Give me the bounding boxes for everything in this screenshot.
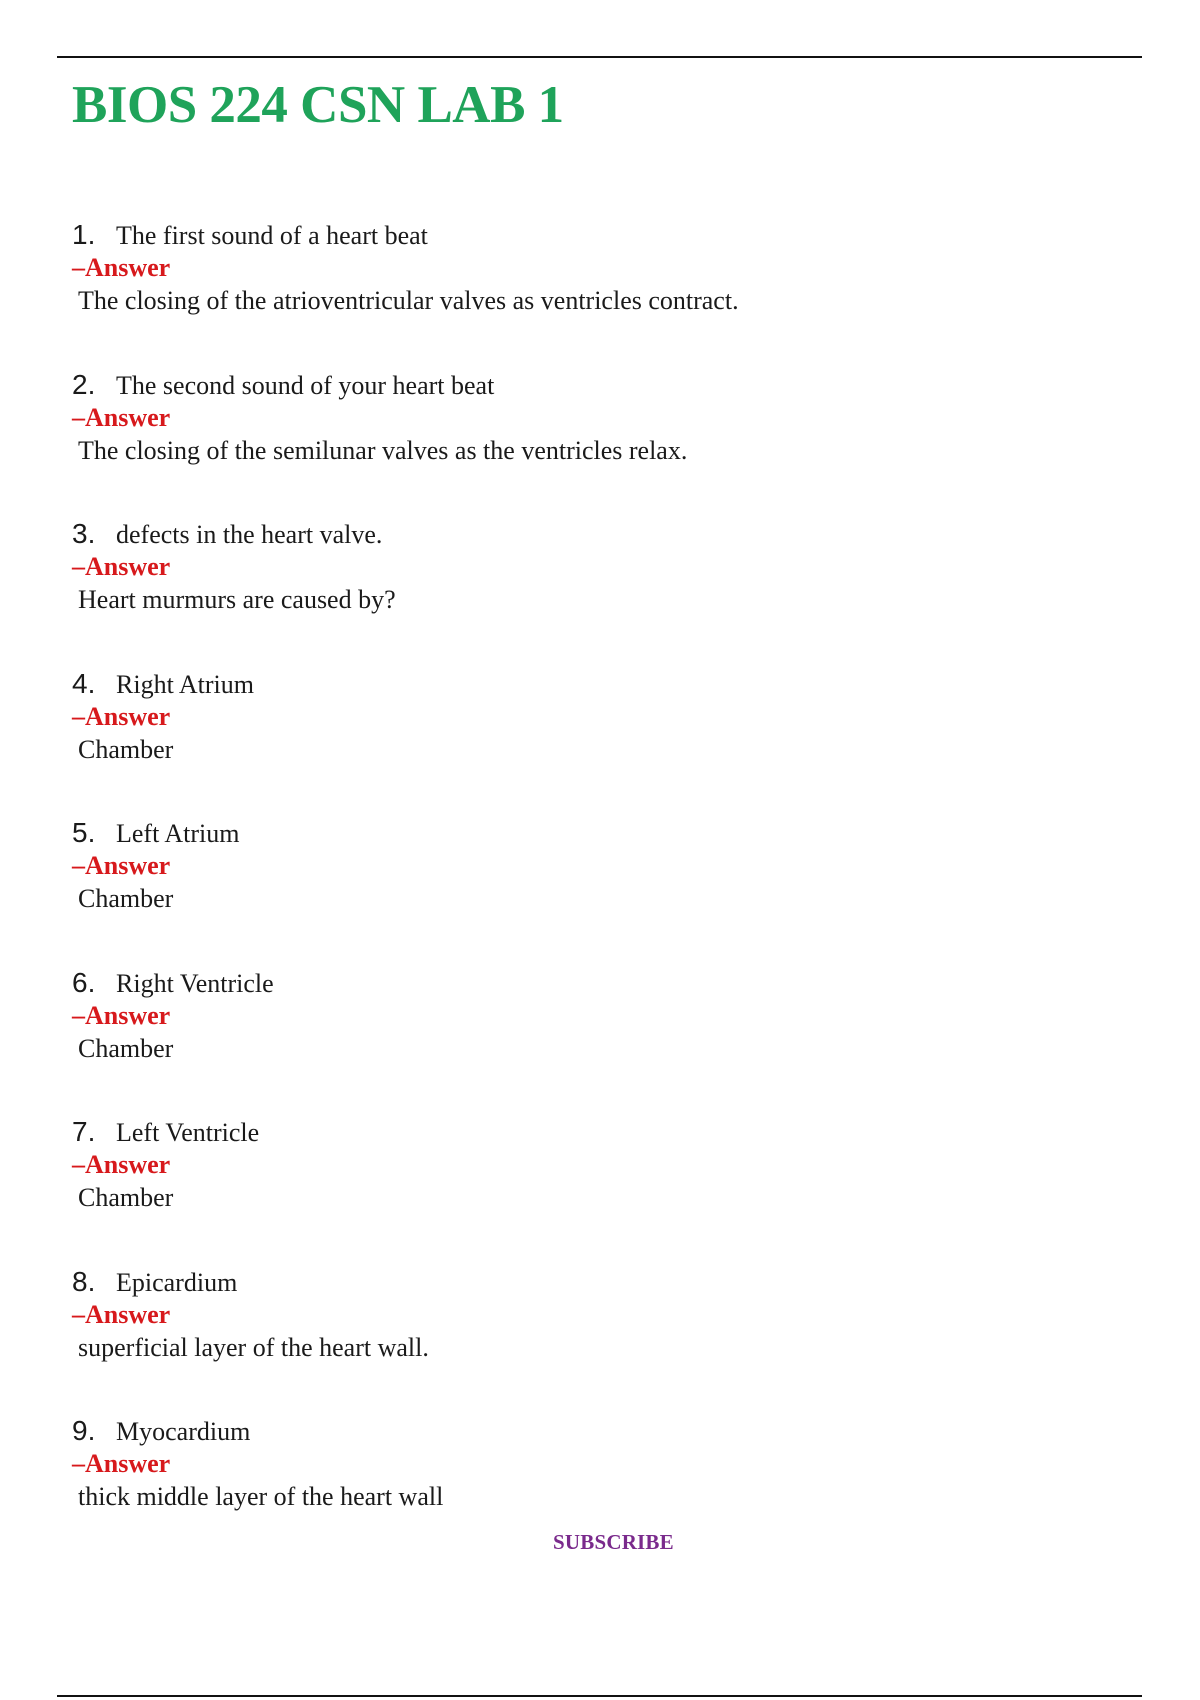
document-title: BIOS 224 CSN LAB 1 <box>72 76 564 134</box>
question-number: 7. <box>72 1116 96 1147</box>
question-item <box>72 218 1132 368</box>
question-line <box>72 816 1132 850</box>
question-number: 9. <box>72 1415 96 1446</box>
answer-text: thick middle layer of the heart wall <box>78 1482 444 1511</box>
question-line <box>72 966 1132 1000</box>
answer-label: –Answer <box>72 851 171 880</box>
answer-label: –Answer <box>72 1000 171 1030</box>
subscribe-link[interactable]: SUBSCRIBE <box>553 1530 674 1554</box>
question-line <box>72 1115 1132 1149</box>
answer-text: superficial layer of the heart wall. <box>78 1332 429 1362</box>
question-text: Right Ventricle <box>116 968 274 998</box>
answer-label: –Answer <box>72 1299 171 1329</box>
question-item <box>72 517 1132 667</box>
answer-text: The closing of the atrioventricular valves as ventricles contract. <box>78 286 739 315</box>
answer-text: Heart murmurs are caused by? <box>78 585 396 614</box>
question-text: The second sound of your heart beat <box>116 370 495 400</box>
question-line <box>72 667 1132 701</box>
question-list <box>72 218 1132 1564</box>
answer-text: Chamber <box>78 734 174 764</box>
question-number: 6. <box>72 966 96 998</box>
question-number: 2. <box>72 368 96 400</box>
answer-text: Chamber <box>78 1033 174 1063</box>
question-text: Left Ventricle <box>116 1118 260 1147</box>
question-number: 1. <box>72 219 96 250</box>
question-text: Left Atrium <box>116 819 240 848</box>
question-item <box>72 816 1132 966</box>
question-item <box>72 368 1132 518</box>
question-item <box>72 1115 1132 1265</box>
answer-text: Chamber <box>78 1183 174 1212</box>
question-item <box>72 966 1132 1116</box>
question-number: 3. <box>72 518 96 549</box>
question-text: The first sound of a heart beat <box>116 221 428 250</box>
question-item <box>72 1265 1132 1415</box>
top-rule <box>57 56 1142 58</box>
answer-label: –Answer <box>72 253 171 282</box>
question-number: 4. <box>72 667 96 699</box>
answer-text: Chamber <box>78 884 174 913</box>
question-line <box>72 1265 1132 1299</box>
question-text: Epicardium <box>116 1267 238 1297</box>
answer-label: –Answer <box>72 1150 171 1179</box>
question-text: Right Atrium <box>116 669 254 699</box>
question-text: defects in the heart valve. <box>116 520 383 549</box>
question-number: 5. <box>72 817 96 848</box>
bottom-rule <box>57 1695 1142 1697</box>
question-number: 8. <box>72 1265 96 1297</box>
question-line <box>72 517 1132 551</box>
question-line <box>72 1414 1132 1448</box>
answer-text: The closing of the semilunar valves as the ventricles relax. <box>78 435 688 465</box>
question-line <box>72 218 1132 252</box>
question-line <box>72 368 1132 402</box>
answer-label: –Answer <box>72 402 171 432</box>
question-text: Myocardium <box>116 1417 251 1446</box>
answer-label: –Answer <box>72 1449 171 1478</box>
answer-label: –Answer <box>72 701 171 731</box>
answer-label: –Answer <box>72 552 171 581</box>
question-item <box>72 667 1132 817</box>
